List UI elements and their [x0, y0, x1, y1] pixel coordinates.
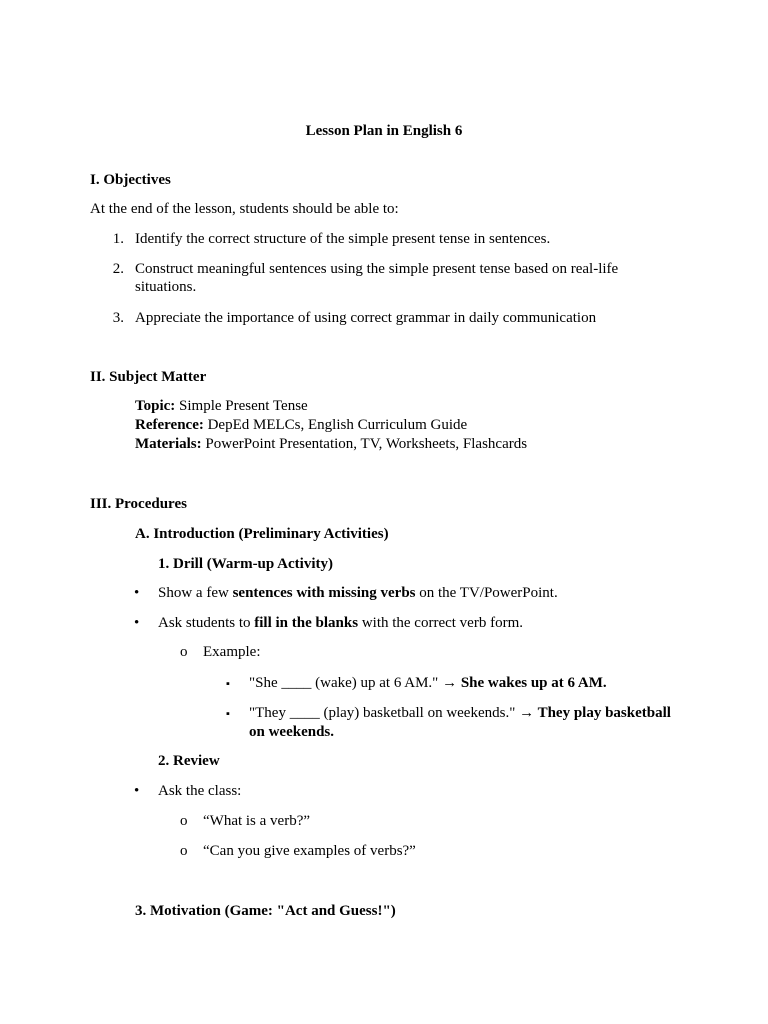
objectives-intro: At the end of the lesson, students should be able to:	[90, 201, 399, 217]
procedures-heading: III. Procedures	[90, 496, 187, 512]
drill-bullet-2-post: with the correct verb form.	[358, 615, 523, 631]
example-2	[249, 704, 671, 723]
square-bullet-icon: ▪	[226, 708, 230, 720]
objective-number: 3.	[112, 310, 124, 326]
objective-number: 2.	[112, 261, 124, 277]
objective-text: Construct meaningful sentences using the simple present tense based on real-life	[135, 261, 619, 277]
topic-line	[135, 397, 308, 416]
objectives-heading: I. Objectives	[90, 172, 171, 188]
reference-value: DepEd MELCs, English Curriculum Guide	[203, 417, 468, 433]
reference-label: Reference:	[135, 417, 204, 433]
square-bullet-icon: ▪	[226, 678, 230, 690]
circle-bullet-icon: o	[180, 843, 188, 859]
bullet-icon: •	[134, 783, 140, 799]
example-2-answer-continued: on weekends.	[249, 724, 335, 740]
drill-bullet-2-pre: Ask students to	[158, 615, 255, 631]
arrow-icon: →	[519, 705, 535, 721]
bullet-icon: •	[134, 585, 140, 601]
review-bullet: Ask the class:	[158, 783, 242, 799]
drill-bullet-1-post: on the TV/PowerPoint.	[415, 585, 558, 601]
objective-number: 1.	[112, 231, 124, 247]
drill-bullet-1-bold: sentences with missing verbs	[232, 585, 416, 601]
arrow-icon: →	[442, 675, 458, 691]
materials-line	[135, 435, 527, 454]
circle-bullet-icon: o	[180, 644, 188, 660]
bullet-icon: •	[134, 615, 140, 631]
objective-text: Identify the correct structure of the simple present tense in sentences.	[135, 231, 551, 247]
topic-label: Topic:	[135, 398, 176, 414]
document-title: Lesson Plan in English 6	[305, 123, 463, 139]
example-1-prompt: "She ____ (wake) up at 6 AM."	[249, 675, 443, 691]
materials-value: PowerPoint Presentation, TV, Worksheets, Flashcards	[201, 436, 528, 452]
drill-heading: 1. Drill (Warm-up Activity)	[158, 556, 333, 572]
materials-label: Materials:	[135, 436, 202, 452]
example-2-prompt: "They ____ (play) basketball on weekends."	[249, 705, 520, 721]
example-1-answer: She wakes up at 6 AM.	[457, 675, 607, 691]
example-2-answer: They play basketball	[534, 705, 671, 721]
review-heading: 2. Review	[158, 753, 220, 769]
motivation-heading: 3. Motivation (Game: "Act and Guess!")	[135, 903, 396, 919]
introduction-heading: A. Introduction (Preliminary Activities)	[135, 526, 389, 542]
drill-bullet-2-bold: fill in the blanks	[254, 615, 359, 631]
topic-value: Simple Present Tense	[175, 398, 308, 414]
review-question-1: “What is a verb?”	[203, 813, 311, 829]
review-question-2: “Can you give examples of verbs?”	[203, 843, 416, 859]
circle-bullet-icon: o	[180, 813, 188, 829]
example-label: Example:	[203, 644, 261, 660]
objective-text-continued: situations.	[135, 279, 197, 295]
drill-bullet-2	[158, 614, 523, 633]
example-1	[249, 674, 607, 693]
reference-line	[135, 416, 467, 435]
drill-bullet-1-pre: Show a few	[158, 585, 233, 601]
objective-text: Appreciate the importance of using correct grammar in daily communication	[135, 310, 597, 326]
subject-matter-heading: II. Subject Matter	[90, 369, 207, 385]
drill-bullet-1	[158, 584, 558, 603]
